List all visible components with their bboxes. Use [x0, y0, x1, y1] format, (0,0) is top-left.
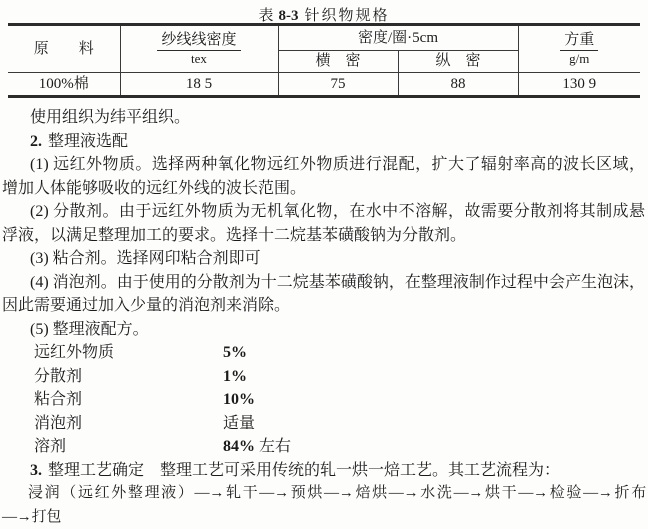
- recipe-value: [223, 344, 247, 361]
- line-item2: [0, 130, 648, 154]
- process-flow-line1: 浸润（远红外整理液）—→轧干—→预烘—→焙烘—→水洗—→烘干—→检验—→折布: [28, 485, 646, 501]
- table-caption-prefix: 表: [258, 8, 275, 24]
- paragraph2-line1: (2) 分散剂。由于远红外物质为无机氧化物，在水中不溶解，故需要分散剂将其制成悬: [30, 203, 645, 220]
- recipe-row-solvent: [0, 435, 648, 459]
- recipe-row-defoamer: [0, 412, 648, 436]
- yarn-density-fraction: [121, 32, 278, 67]
- header-horizontal-density: 横 密: [278, 51, 398, 73]
- cell-vertical-density: 88: [398, 73, 518, 97]
- recipe-value: [223, 438, 291, 455]
- weight-label: 方重: [560, 32, 598, 51]
- paragraph4-line1: (4) 消泡剂。由于使用的分散剂为十二烷基苯磺酸钠，在整理液制作过程中会产生泡沫，: [30, 273, 645, 291]
- item3-title: 整理工艺确定 整理工艺可采用传统的轧一烘一焙工艺。其工艺流程为：: [48, 461, 561, 479]
- cell-horizontal-density: 75: [278, 73, 398, 97]
- header-density-group: 密度/圈·5cm: [278, 25, 518, 51]
- paragraph1-line1: (1) 远红外物质。选择两种氧化物远红外物质进行混配，扩大了辐射率高的波长区域，: [30, 156, 645, 173]
- recipe-label: 溶剂: [34, 438, 67, 455]
- paragraph4-line2: 因此需要通过加入少量的消泡剂来消除。: [2, 297, 291, 314]
- table-row: [8, 73, 640, 97]
- recipe-label: 远红外物质: [34, 344, 115, 361]
- recipe-value-suffix: 适量: [223, 414, 256, 432]
- item2-number: 2.: [30, 132, 42, 150]
- cell-weight: 130 9: [518, 73, 640, 97]
- recipe-value: [223, 391, 255, 408]
- recipe-value-number: 10%: [223, 391, 255, 408]
- recipe-row-binder: [0, 388, 648, 412]
- paragraph2-line2: 浮液，以满足整理加工的要求。选择十二烷基苯磺酸钠为分散剂。: [2, 226, 467, 244]
- spec-table: [8, 23, 640, 98]
- weight-fraction: [519, 32, 641, 67]
- weight-unit: g/m: [569, 51, 590, 67]
- recipe-value: [223, 368, 247, 385]
- paragraph1-line2: 增加人体能够吸收的远红外线的波长范围。: [2, 179, 307, 197]
- table-caption-name: 针织物规格: [304, 8, 390, 24]
- header-material: 原 料: [33, 40, 94, 57]
- item2-title: 整理液选配: [48, 132, 129, 150]
- yarn-density-unit: tex: [191, 51, 207, 67]
- recipe-value-number: 5%: [223, 344, 247, 361]
- table-caption: [0, 0, 648, 23]
- cell-tex: 18 5: [120, 73, 278, 97]
- recipe-row-infrared: [0, 341, 648, 365]
- recipe-row-dispersant: [0, 365, 648, 389]
- recipe-label: 粘合剂: [34, 391, 83, 408]
- table-caption-number: 8-3: [278, 8, 299, 24]
- paragraph5-line: (5) 整理液配方。: [30, 320, 149, 338]
- cell-material: 100%棉: [8, 73, 120, 97]
- item3-number: 3.: [30, 461, 42, 479]
- line-item3: [0, 459, 648, 483]
- process-flow-line2: —→打包: [2, 508, 62, 525]
- line-weave-note: 使用组织为纬平组织。: [30, 109, 191, 126]
- body-text: [0, 106, 648, 529]
- recipe-value: [223, 415, 255, 432]
- paragraph3-line: (3) 粘合剂。选择网印粘合剂即可: [30, 250, 261, 267]
- yarn-density-label: 纱线线密度: [157, 32, 240, 51]
- recipe-value-number: 1%: [223, 367, 247, 385]
- recipe-label: 消泡剂: [34, 414, 83, 432]
- header-yarn-density: [120, 25, 278, 73]
- header-vertical-density: 纵 密: [398, 51, 518, 73]
- recipe-value-suffix: 左右: [255, 438, 292, 455]
- header-weight: [518, 25, 640, 73]
- recipe-label: 分散剂: [34, 367, 83, 385]
- recipe-value-number: 84%: [223, 438, 255, 455]
